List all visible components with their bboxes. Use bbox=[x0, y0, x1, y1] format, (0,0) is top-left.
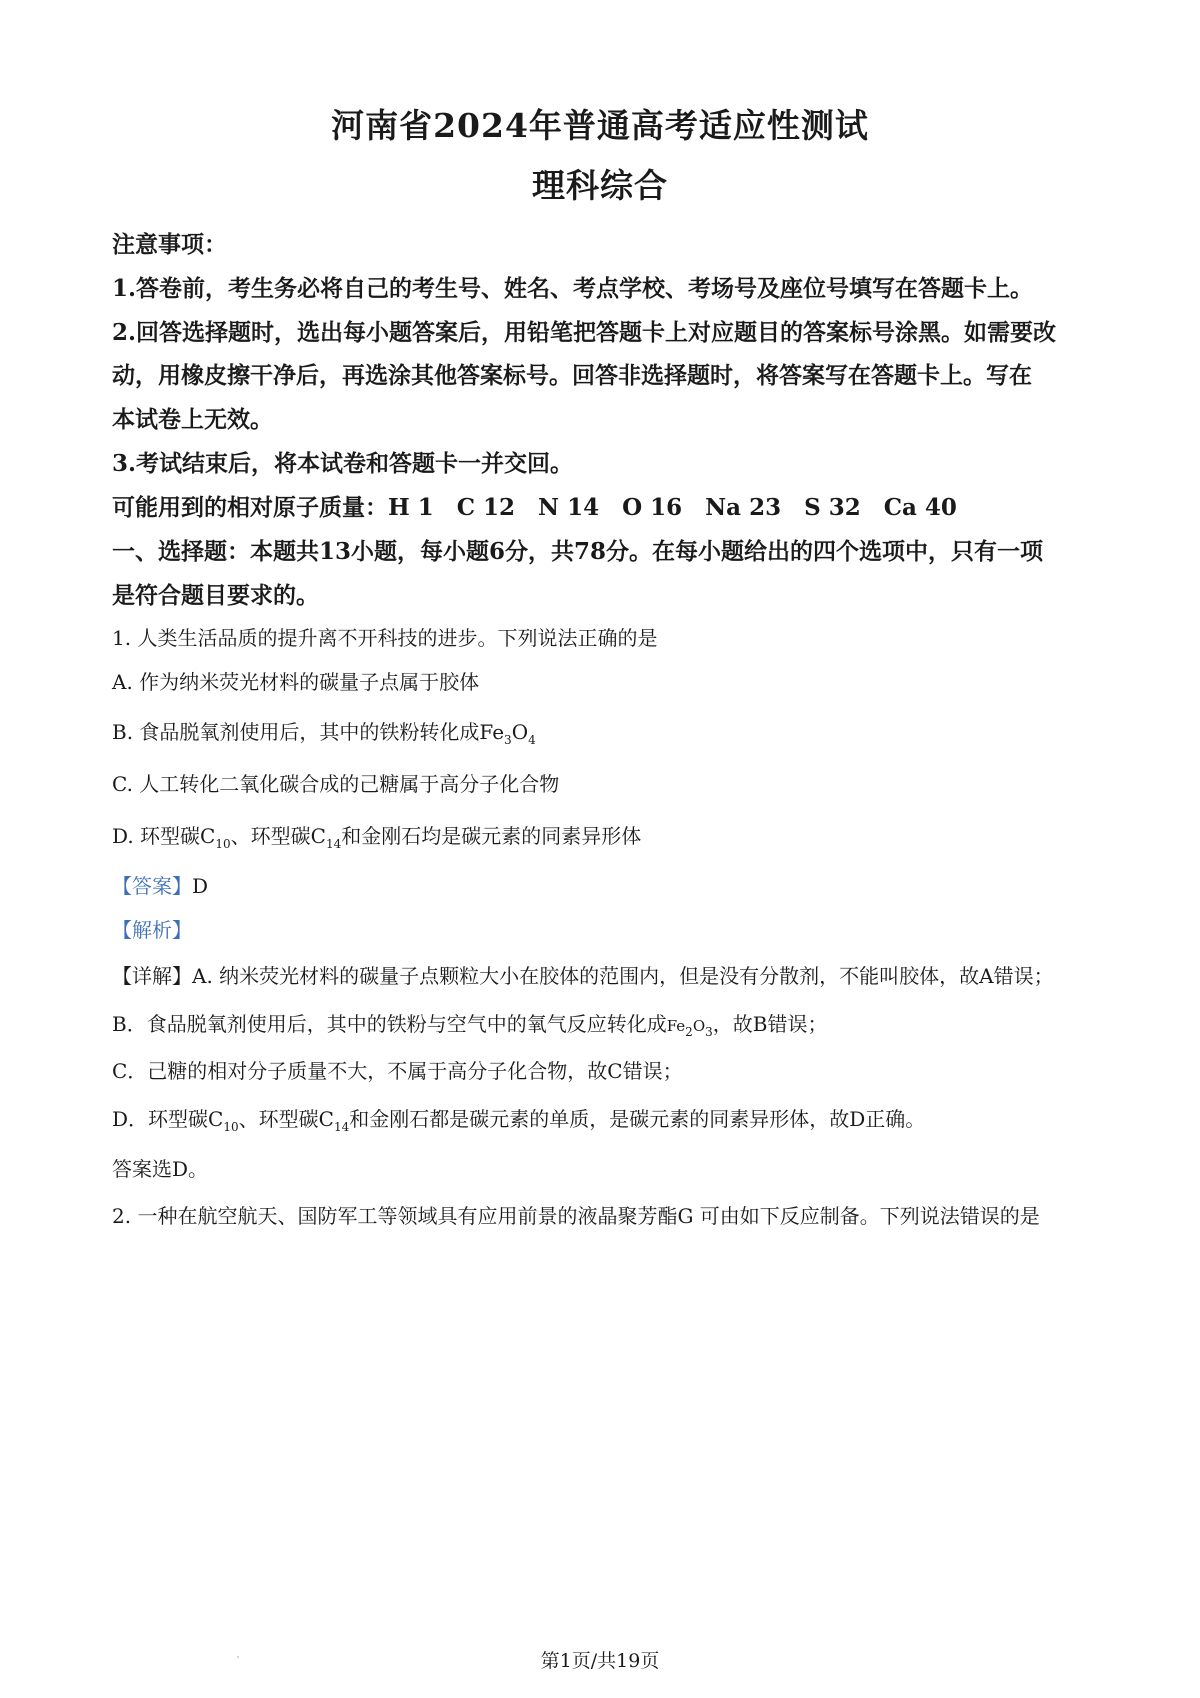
notice-item-2-line-1: 2.回答选择题时，选出每小题答案后，用铅笔把答题卡上对应题目的答案标号涂黑。如需要改 bbox=[112, 319, 1057, 346]
question-1-option-a: A. 作为纳米荧光材料的碳量子点属于胶体 bbox=[112, 670, 480, 694]
notice-item-2-line-3: 本试卷上无效。 bbox=[112, 406, 273, 433]
section-heading-line-1: 一、选择题：本题共13小题，每小题6分，共78分。在每小题给出的四个选项中，只有一项 bbox=[112, 538, 1044, 565]
exam-title: 河南省2024年普通高考适应性测试 bbox=[331, 106, 869, 145]
question-1-option-b: B. 食品脱氧剂使用后，其中的铁粉转化成$Fe_3O_4$ bbox=[112, 720, 536, 747]
exam-subtitle: 理科综合 bbox=[532, 166, 668, 205]
question-2-stem: 2. 一种在航空航天、国防军工等领域具有应用前景的液晶聚芳酯G 可由如下反应制备。下列说法错误的是 bbox=[112, 1204, 1040, 1228]
notice-heading: 注意事项： bbox=[112, 231, 227, 258]
answer-line bbox=[112, 870, 208, 899]
answer-value: D bbox=[192, 874, 209, 898]
detail-d: D．环型碳$C_{10}$、环型碳$C_{14}$和金刚石都是碳元素的单质，是碳元素的同素异形体，故D正确。 bbox=[112, 1107, 926, 1134]
question-1-stem: 1. 人类生活品质的提升离不开科技的进步。下列说法正确的是 bbox=[112, 626, 658, 650]
detail-a: 【详解】A. 纳米荧光材料的碳量子点颗粒大小在胶体的范围内，但是没有分散剂，不能叫胶体，故A错误； bbox=[112, 964, 1054, 988]
section-heading-line-2: 是符合题目要求的。 bbox=[112, 582, 319, 609]
notice-item-1: 1.答卷前，考生务必将自己的考生号、姓名、考点学校、考场号及座位号填写在答题卡上。 bbox=[112, 275, 1034, 302]
detail-c: C．己糖的相对分子质量不大，不属于高分子化合物，故C错误； bbox=[112, 1059, 683, 1083]
answer-tag: 【答案】 bbox=[112, 874, 192, 898]
page-number: 第1页/共19页 bbox=[540, 1650, 660, 1672]
answer-conclusion: 答案选D。 bbox=[112, 1157, 209, 1181]
detail-b: B．食品脱氧剂使用后，其中的铁粉与空气中的氧气反应转化成$Fe_2O_3$，故B错误； bbox=[112, 1012, 828, 1039]
notice-item-3: 3.考试结束后，将本试卷和答题卡一并交回。 bbox=[112, 450, 574, 477]
question-1-option-d: D. 环型碳$C_{10}$、环型碳$C_{14}$和金刚石均是碳元素的同素异形体 bbox=[112, 824, 642, 851]
atomic-mass-line: 可能用到的相对原子质量：H 1 C 12 N 14 O 16 Na 23 S 32 Ca 40 bbox=[112, 494, 957, 521]
question-1-option-c: C. 人工转化二氧化碳合成的己糖属于高分子化合物 bbox=[112, 772, 560, 796]
notice-item-2-line-2: 动，用橡皮擦干净后，再选涂其他答案标号。回答非选择题时，将答案写在答题卡上。写在 bbox=[112, 362, 1032, 389]
analysis-tag: 【解析】 bbox=[112, 918, 192, 942]
